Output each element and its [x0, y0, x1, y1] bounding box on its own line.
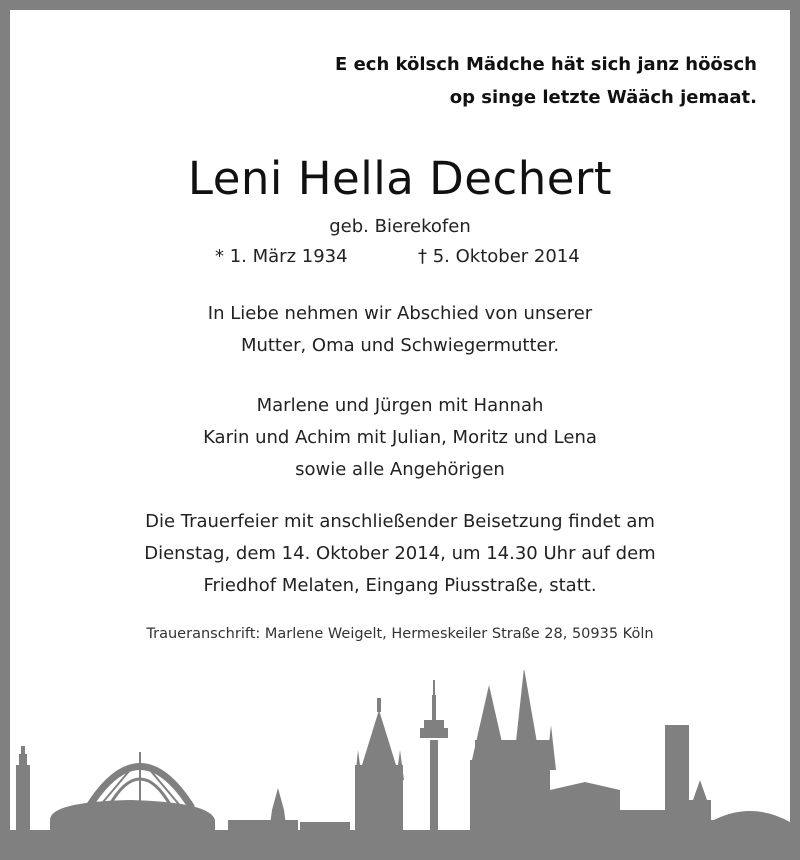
- funeral-service-info: [10, 506, 790, 602]
- motto-line: E ech kölsch Mädche hät sich janz höösch: [335, 54, 757, 75]
- mourners-line: Marlene und Jürgen mit Hannah: [256, 395, 544, 416]
- service-line: Die Trauerfeier mit anschließender Beisetzung findet am: [145, 511, 655, 532]
- birth-date: * 1. März 1934: [215, 246, 348, 267]
- cologne-skyline-icon: [10, 670, 790, 850]
- service-line: Friedhof Melaten, Eingang Piusstraße, statt.: [203, 575, 597, 596]
- mourners-list: [10, 390, 790, 486]
- deceased-name: Leni Hella Dechert: [187, 152, 613, 205]
- dialect-motto: [335, 48, 757, 114]
- condolence-address: Traueranschrift: Marlene Weigelt, Hermeskeiler Straße 28, 50935 Köln: [146, 626, 654, 642]
- death-date: † 5. Oktober 2014: [418, 246, 580, 267]
- motto-line: op singe letzte Wääch jemaat.: [449, 87, 757, 108]
- farewell-line: In Liebe nehmen wir Abschied von unserer: [207, 303, 593, 324]
- obituary-notice: [10, 10, 790, 850]
- mourners-line: Karin und Achim mit Julian, Moritz und Lena: [203, 427, 597, 448]
- maiden-name: geb. Bierekofen: [329, 216, 471, 237]
- farewell-line: Mutter, Oma und Schwiegermutter.: [240, 335, 560, 356]
- farewell-text: [10, 298, 790, 362]
- mourners-line: sowie alle Angehörigen: [295, 459, 505, 480]
- service-line: Dienstag, dem 14. Oktober 2014, um 14.30 Uhr auf dem: [144, 543, 656, 564]
